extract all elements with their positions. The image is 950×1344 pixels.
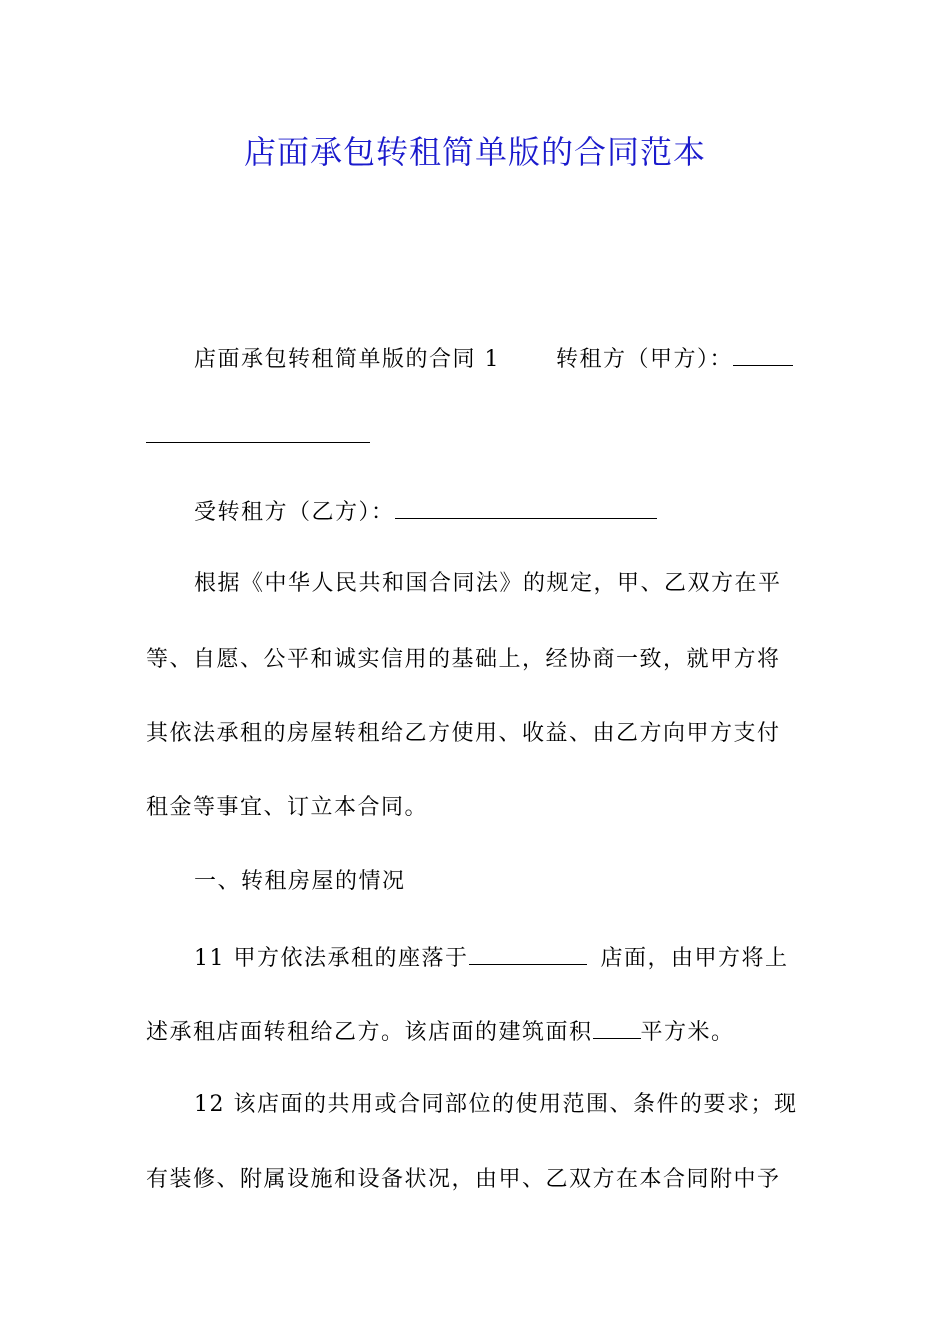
location-blank xyxy=(469,942,587,965)
clause-1-2-line-1: 12 该店面的共用或合同部位的使用范围、条件的要求；现 xyxy=(194,1092,798,1117)
paragraph-1-line-3: 其依法承租的房屋转租给乙方使用、收益、由乙方向甲方支付 xyxy=(146,721,781,746)
clause-1-1-line-2 xyxy=(146,1016,816,1048)
clause-1-1-text-d: 平方米。 xyxy=(640,1020,735,1045)
paragraph-1-line-2: 等、自愿、公平和诚实信用的基础上，经协商一致，就甲方将 xyxy=(146,647,781,672)
paragraph-1-line-4: 租金等事宜、订立本合同。 xyxy=(146,795,429,820)
lessor-label: 转租方（甲方）： xyxy=(556,347,734,372)
clause-1-1-text-a: 11 甲方依法承租的座落于 xyxy=(194,946,469,971)
lessor-blank-continued xyxy=(146,420,370,443)
lessee-blank xyxy=(395,496,657,519)
lessor-blank xyxy=(733,343,793,366)
paragraph-1-line-1: 根据《中华人民共和国合同法》的规定，甲、乙双方在平 xyxy=(194,571,782,596)
lessee-line xyxy=(194,496,816,528)
intro-line-2 xyxy=(146,420,816,452)
document-title: 店面承包转租简单版的合同范本 xyxy=(243,133,706,171)
lessee-label: 受转租方（乙方）： xyxy=(194,500,395,525)
contract-number-label: 店面承包转租简单版的合同 1 xyxy=(194,347,500,372)
clause-1-1-text-b: 店面，由甲方将上 xyxy=(600,946,789,971)
clause-1-1-text-c: 述承租店面转租给乙方。该店面的建筑面积 xyxy=(146,1020,593,1045)
clause-1-2-line-2: 有装修、附属设施和设备状况，由甲、乙双方在本合同附中予 xyxy=(146,1167,781,1192)
intro-line-1 xyxy=(194,343,816,375)
area-blank xyxy=(593,1016,641,1039)
section-1-heading: 一、转租房屋的情况 xyxy=(194,869,406,894)
clause-1-1-line-1 xyxy=(194,942,816,974)
